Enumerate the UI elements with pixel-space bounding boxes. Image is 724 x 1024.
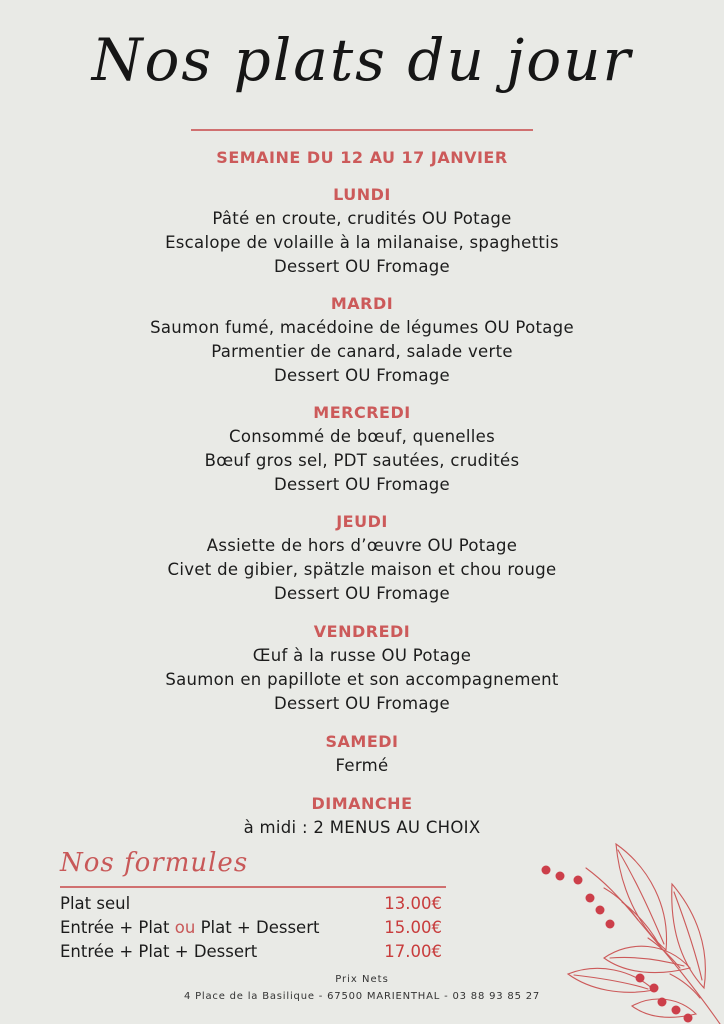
day-block-samedi xyxy=(0,730,724,778)
day-name: JEUDI xyxy=(336,512,388,531)
dish-main: Saumon en papillote et son accompagnement xyxy=(165,670,559,689)
dish-sunday-menus: à midi : 2 MENUS AU CHOIX xyxy=(243,818,481,837)
day-name: MERCREDI xyxy=(313,403,411,422)
day-block-dimanche xyxy=(0,792,724,840)
dish-starter: Assiette de hors d’œuvre OU Potage xyxy=(206,536,518,555)
day-name: SAMEDI xyxy=(325,732,399,751)
day-name: VENDREDI xyxy=(313,622,411,641)
day-block-mercredi xyxy=(0,401,724,497)
dish-dessert: Dessert OU Fromage xyxy=(273,584,451,603)
week-heading: SEMAINE DU 12 AU 17 JANVIER xyxy=(216,148,508,167)
dish-dessert: Dessert OU Fromage xyxy=(273,257,451,276)
formule-row xyxy=(60,940,442,964)
day-block-mardi xyxy=(0,292,724,388)
formule-label xyxy=(60,916,319,940)
berry-branch-illustration xyxy=(520,838,724,1024)
formule-label-part: Plat + Dessert xyxy=(195,918,320,937)
dish-dessert: Dessert OU Fromage xyxy=(273,475,451,494)
formule-label-part: Entrée + Plat + Dessert xyxy=(60,942,258,961)
prices-note: Prix Nets xyxy=(335,974,389,985)
page-title: Nos plats du jour xyxy=(91,26,633,94)
formules-title: Nos formules xyxy=(60,848,249,878)
formule-row xyxy=(60,916,442,940)
dish-dessert: Dessert OU Fromage xyxy=(273,694,451,713)
day-block-jeudi xyxy=(0,510,724,606)
formule-label-part: Entrée + Plat xyxy=(60,918,175,937)
formule-price: 13.00€ xyxy=(384,894,442,913)
day-name: MARDI xyxy=(330,294,394,313)
day-block-lundi xyxy=(0,183,724,279)
day-block-vendredi xyxy=(0,620,724,716)
title-divider xyxy=(191,129,533,131)
formule-label xyxy=(60,940,257,964)
formule-label-part: Plat seul xyxy=(60,894,131,913)
formule-row xyxy=(60,892,442,916)
day-name: DIMANCHE xyxy=(311,794,413,813)
formule-or-word: ou xyxy=(174,918,196,937)
formules-divider xyxy=(60,886,446,888)
dish-closed: Fermé xyxy=(335,756,389,775)
dish-starter: Saumon fumé, macédoine de légumes OU Potage xyxy=(150,318,574,337)
dish-main: Bœuf gros sel, PDT sautées, crudités xyxy=(204,451,520,470)
dish-starter: Consommé de bœuf, quenelles xyxy=(229,427,495,446)
dish-dessert: Dessert OU Fromage xyxy=(273,366,451,385)
dish-main: Parmentier de canard, salade verte xyxy=(211,342,513,361)
formule-price: 17.00€ xyxy=(384,942,442,961)
dish-starter: Pâté en croute, crudités OU Potage xyxy=(212,209,512,228)
footer-address: 4 Place de la Basilique - 67500 MARIENTHAL - 03 88 93 85 27 xyxy=(183,991,541,1002)
dish-main: Escalope de volaille à la milanaise, spaghettis xyxy=(165,233,559,252)
day-name: LUNDI xyxy=(333,185,391,204)
formule-label xyxy=(60,892,130,916)
dish-main: Civet de gibier, spätzle maison et chou rouge xyxy=(167,560,557,579)
formule-price: 15.00€ xyxy=(384,918,442,937)
dish-starter: Œuf à la russe OU Potage xyxy=(252,646,472,665)
